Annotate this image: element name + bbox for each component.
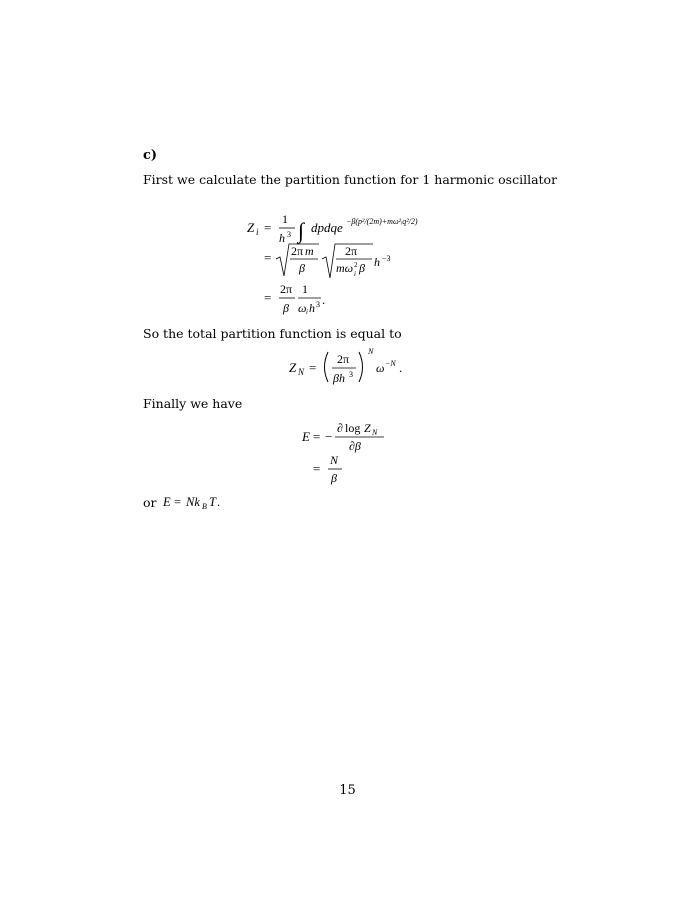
svg-text:i: i — [354, 270, 356, 278]
svg-text:Nk: Nk — [185, 495, 200, 509]
svg-text:.: . — [322, 292, 326, 307]
svg-text:β: β — [331, 471, 337, 485]
svg-text:E: E — [162, 495, 171, 509]
svg-text:ω: ω — [298, 301, 307, 315]
svg-text:=: = — [313, 461, 321, 476]
svg-text:Z: Z — [289, 360, 297, 375]
svg-text:∫: ∫ — [298, 218, 305, 243]
energy-result-formula — [161, 494, 246, 510]
svg-text:h: h — [309, 301, 315, 315]
svg-text:=: = — [264, 290, 272, 305]
svg-text:−3: −3 — [382, 254, 391, 263]
svg-text:−: − — [325, 429, 333, 444]
svg-text:.: . — [399, 360, 403, 375]
svg-text:h: h — [374, 255, 380, 269]
svg-text:B: B — [201, 502, 207, 511]
svg-text:N: N — [372, 428, 378, 437]
svg-text:E: E — [302, 429, 310, 444]
svg-text:N: N — [368, 347, 374, 356]
svg-text:=: = — [264, 250, 272, 265]
svg-text:=: = — [264, 220, 272, 235]
svg-text:dpdqe: dpdqe — [311, 220, 343, 235]
intro-paragraph: First we calculate the partition function for 1 harmonic oscillator — [143, 172, 558, 187]
svg-text:1: 1 — [282, 212, 288, 226]
svg-text:ω: ω — [376, 361, 385, 375]
partition-function-total-equation — [285, 346, 415, 390]
svg-text:=: = — [309, 360, 317, 375]
svg-text:−β(p²/(2m)+mω²ᵢq²/2): −β(p²/(2m)+mω²ᵢq²/2) — [346, 217, 418, 226]
svg-text:N: N — [330, 453, 339, 467]
svg-text:β: β — [283, 301, 289, 315]
svg-text:=: = — [173, 495, 181, 509]
svg-text:Z: Z — [364, 421, 371, 435]
svg-text:m: m — [305, 244, 314, 258]
svg-text:2: 2 — [354, 261, 358, 269]
svg-text:∂β: ∂β — [349, 439, 361, 453]
finally-paragraph: Finally we have — [143, 396, 243, 411]
svg-text:log: log — [345, 421, 361, 435]
svg-text:3: 3 — [316, 300, 320, 309]
svg-text:=: = — [313, 429, 321, 444]
svg-text:∂: ∂ — [337, 421, 343, 435]
svg-text:βh: βh — [333, 371, 345, 385]
svg-text:mω: mω — [336, 261, 354, 275]
svg-text:3: 3 — [349, 370, 353, 379]
svg-text:−N: −N — [385, 359, 396, 368]
svg-text:β: β — [299, 261, 305, 275]
svg-text:Z: Z — [247, 220, 255, 235]
svg-text:i: i — [306, 308, 308, 316]
svg-text:.: . — [216, 495, 220, 509]
partition-function-single-equation — [235, 200, 475, 322]
svg-text:2π: 2π — [291, 244, 304, 258]
svg-text:2π: 2π — [280, 282, 293, 296]
page-number: 15 — [339, 783, 356, 798]
conclusion-line — [143, 494, 246, 510]
conclusion-or-text: or — [143, 495, 157, 510]
svg-text:1: 1 — [302, 282, 308, 296]
svg-text:N: N — [298, 367, 305, 377]
section-label: c) — [143, 148, 158, 163]
svg-text:h: h — [279, 231, 285, 245]
svg-text:2π: 2π — [337, 352, 350, 366]
total-paragraph: So the total partition function is equal to — [143, 326, 402, 341]
energy-equation — [300, 416, 400, 486]
svg-text:β: β — [359, 261, 365, 275]
svg-text:3: 3 — [287, 230, 291, 239]
svg-text:T: T — [208, 495, 216, 509]
svg-text:2π: 2π — [345, 244, 358, 258]
svg-text:i: i — [256, 227, 259, 237]
